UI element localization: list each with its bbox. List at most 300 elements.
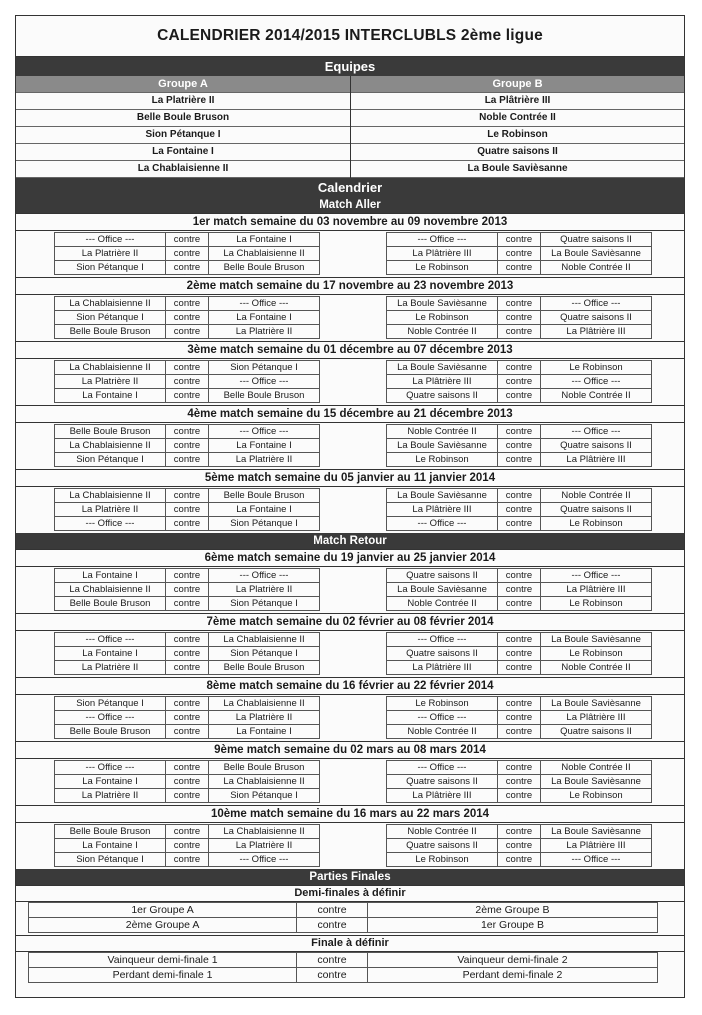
- contre-label: contre: [498, 633, 541, 647]
- contre-label: contre: [166, 261, 209, 275]
- matches-groupe-a: [54, 360, 320, 403]
- contre-label: contre: [166, 517, 209, 531]
- home-team: Noble Contrée II: [387, 325, 498, 339]
- contre-label: contre: [166, 425, 209, 439]
- contre-label: contre: [297, 903, 368, 918]
- contre-label: contre: [498, 361, 541, 375]
- round-block: [16, 805, 684, 869]
- matches-groupe-b: [386, 232, 652, 275]
- match-row: [387, 375, 652, 389]
- match-row: [55, 569, 320, 583]
- round-title: 9ème match semaine du 02 mars au 08 mars 2014: [16, 741, 684, 759]
- contre-label: contre: [166, 361, 209, 375]
- matches-groupe-b: [386, 424, 652, 467]
- match-row: [387, 569, 652, 583]
- contre-label: contre: [166, 825, 209, 839]
- contre-label: contre: [498, 661, 541, 675]
- contre-label: contre: [498, 569, 541, 583]
- match-row: [55, 839, 320, 853]
- match-row: [55, 489, 320, 503]
- round-block: [16, 613, 684, 677]
- home-team: Belle Boule Bruson: [55, 597, 166, 611]
- contre-label: contre: [297, 968, 368, 983]
- matches-groupe-a: [54, 824, 320, 867]
- away-team: Noble Contrée II: [541, 489, 652, 503]
- contre-label: contre: [498, 825, 541, 839]
- away-team: La Platrière II: [209, 839, 320, 853]
- contre-label: contre: [498, 503, 541, 517]
- team-cell: La Fontaine I: [16, 144, 350, 161]
- home-team: Belle Boule Bruson: [55, 325, 166, 339]
- home-team: Sion Pétanque I: [55, 853, 166, 867]
- home-team: --- Office ---: [387, 633, 498, 647]
- home-team: Belle Boule Bruson: [55, 725, 166, 739]
- contre-label: contre: [166, 247, 209, 261]
- round-title: 2ème match semaine du 17 novembre au 23 novembre 2013: [16, 277, 684, 295]
- home-team: La Fontaine I: [55, 839, 166, 853]
- contre-label: contre: [498, 311, 541, 325]
- contre-label: contre: [498, 583, 541, 597]
- away-team: La Plâtrière III: [541, 453, 652, 467]
- away-team: --- Office ---: [541, 425, 652, 439]
- contre-label: contre: [297, 953, 368, 968]
- round-block: [16, 405, 684, 469]
- contre-label: contre: [498, 789, 541, 803]
- match-row: [55, 583, 320, 597]
- final-side-b: Vainqueur demi-finale 2: [367, 953, 657, 968]
- contre-label: contre: [498, 375, 541, 389]
- match-row: [387, 761, 652, 775]
- team-cell: La Boule Savièsanne: [351, 161, 684, 178]
- home-team: Noble Contrée II: [387, 725, 498, 739]
- final-side-a: 2ème Groupe A: [29, 918, 297, 933]
- contre-label: contre: [498, 439, 541, 453]
- round-body: [16, 231, 684, 277]
- matches-groupe-b: [386, 696, 652, 739]
- match-row: [55, 389, 320, 403]
- contre-label: contre: [166, 583, 209, 597]
- final-side-b: Perdant demi-finale 2: [367, 968, 657, 983]
- final-row: [29, 968, 658, 983]
- contre-label: contre: [498, 233, 541, 247]
- round-title: 4ème match semaine du 15 décembre au 21 décembre 2013: [16, 405, 684, 423]
- home-team: Noble Contrée II: [387, 425, 498, 439]
- away-team: La Boule Savièsanne: [541, 825, 652, 839]
- match-row: [387, 311, 652, 325]
- contre-label: contre: [498, 853, 541, 867]
- home-team: La Chablaisienne II: [55, 439, 166, 453]
- contre-label: contre: [166, 375, 209, 389]
- match-row: [387, 711, 652, 725]
- away-team: --- Office ---: [541, 569, 652, 583]
- team-cell: La Plâtrière III: [351, 93, 684, 110]
- home-team: La Platrière II: [55, 503, 166, 517]
- contre-label: contre: [498, 775, 541, 789]
- contre-label: contre: [498, 489, 541, 503]
- match-row: [55, 439, 320, 453]
- contre-label: contre: [166, 503, 209, 517]
- home-team: --- Office ---: [55, 517, 166, 531]
- home-team: La Plâtrière III: [387, 503, 498, 517]
- round-title: 7ème match semaine du 02 février au 08 février 2014: [16, 613, 684, 631]
- home-team: La Platrière II: [55, 789, 166, 803]
- contre-label: contre: [498, 517, 541, 531]
- contre-label: contre: [166, 647, 209, 661]
- away-team: La Platrière II: [209, 711, 320, 725]
- round-title: 6ème match semaine du 19 janvier au 25 janvier 2014: [16, 549, 684, 567]
- match-row: [387, 583, 652, 597]
- match-row: [55, 453, 320, 467]
- matches-groupe-b: [386, 824, 652, 867]
- home-team: --- Office ---: [55, 633, 166, 647]
- home-team: --- Office ---: [55, 233, 166, 247]
- contre-label: contre: [498, 261, 541, 275]
- away-team: La Chablaisienne II: [209, 825, 320, 839]
- round-body: [16, 359, 684, 405]
- match-row: [387, 439, 652, 453]
- matches-groupe-a: [54, 232, 320, 275]
- away-team: Le Robinson: [541, 517, 652, 531]
- away-team: La Chablaisienne II: [209, 247, 320, 261]
- home-team: Le Robinson: [387, 261, 498, 275]
- match-row: [387, 261, 652, 275]
- match-row: [387, 325, 652, 339]
- contre-label: contre: [166, 853, 209, 867]
- matches-groupe-b: [386, 488, 652, 531]
- away-team: --- Office ---: [209, 375, 320, 389]
- contre-label: contre: [498, 297, 541, 311]
- contre-label: contre: [498, 247, 541, 261]
- round-block: [16, 277, 684, 341]
- match-row: [387, 825, 652, 839]
- home-team: Quatre saisons II: [387, 647, 498, 661]
- match-row: [55, 725, 320, 739]
- page-title: CALENDRIER 2014/2015 INTERCLUBLS 2ème ligue: [16, 16, 684, 57]
- away-team: La Fontaine I: [209, 311, 320, 325]
- away-team: --- Office ---: [541, 375, 652, 389]
- away-team: La Fontaine I: [209, 233, 320, 247]
- match-row: [387, 839, 652, 853]
- home-team: La Boule Savièsanne: [387, 361, 498, 375]
- final-side-b: 2ème Groupe B: [367, 903, 657, 918]
- contre-label: contre: [498, 697, 541, 711]
- final-row: [29, 918, 658, 933]
- match-row: [55, 633, 320, 647]
- match-row: [55, 853, 320, 867]
- match-row: [55, 697, 320, 711]
- away-team: Sion Pétanque I: [209, 361, 320, 375]
- contre-label: contre: [498, 839, 541, 853]
- home-team: La Boule Savièsanne: [387, 439, 498, 453]
- away-team: Sion Pétanque I: [209, 517, 320, 531]
- away-team: Quatre saisons II: [541, 725, 652, 739]
- away-team: La Platrière II: [209, 583, 320, 597]
- away-team: La Fontaine I: [209, 725, 320, 739]
- match-row: [387, 661, 652, 675]
- away-team: --- Office ---: [209, 569, 320, 583]
- away-team: La Plâtrière III: [541, 583, 652, 597]
- matches-groupe-b: [386, 296, 652, 339]
- match-row: [55, 661, 320, 675]
- contre-label: contre: [166, 775, 209, 789]
- matches-groupe-a: [54, 760, 320, 803]
- match-row: [387, 853, 652, 867]
- home-team: --- Office ---: [387, 517, 498, 531]
- matches-groupe-b: [386, 632, 652, 675]
- match-row: [387, 725, 652, 739]
- away-team: La Fontaine I: [209, 439, 320, 453]
- match-row: [387, 517, 652, 531]
- away-team: La Chablaisienne II: [209, 697, 320, 711]
- match-row: [387, 361, 652, 375]
- match-row: [55, 775, 320, 789]
- contre-label: contre: [166, 233, 209, 247]
- match-row: [55, 761, 320, 775]
- away-team: Noble Contrée II: [541, 261, 652, 275]
- away-team: Belle Boule Bruson: [209, 661, 320, 675]
- away-team: La Platrière II: [209, 453, 320, 467]
- calendar-sheet: [15, 15, 685, 998]
- match-row: [55, 517, 320, 531]
- match-row: [55, 789, 320, 803]
- away-team: La Chablaisienne II: [209, 633, 320, 647]
- round-body: [16, 759, 684, 805]
- matches-groupe-a: [54, 696, 320, 739]
- match-row: [387, 503, 652, 517]
- contre-label: contre: [166, 761, 209, 775]
- contre-label: contre: [166, 297, 209, 311]
- home-team: La Plâtrière III: [387, 375, 498, 389]
- contre-label: contre: [166, 489, 209, 503]
- final-side-a: 1er Groupe A: [29, 903, 297, 918]
- match-row: [387, 789, 652, 803]
- match-aller-heading: Match Aller: [16, 197, 684, 213]
- team-cell: Quatre saisons II: [351, 144, 684, 161]
- contre-label: contre: [166, 311, 209, 325]
- match-row: [387, 247, 652, 261]
- final-row: [29, 953, 658, 968]
- match-row: [387, 389, 652, 403]
- contre-label: contre: [498, 647, 541, 661]
- away-team: La Boule Savièsanne: [541, 697, 652, 711]
- matches-groupe-b: [386, 360, 652, 403]
- home-team: Quatre saisons II: [387, 569, 498, 583]
- groupe-b-column: [350, 76, 684, 178]
- contre-label: contre: [498, 597, 541, 611]
- away-team: Quatre saisons II: [541, 311, 652, 325]
- match-row: [55, 233, 320, 247]
- contre-label: contre: [166, 789, 209, 803]
- home-team: La Plâtrière III: [387, 661, 498, 675]
- away-team: Le Robinson: [541, 789, 652, 803]
- away-team: Noble Contrée II: [541, 389, 652, 403]
- round-title: 1er match semaine du 03 novembre au 09 novembre 2013: [16, 213, 684, 231]
- home-team: La Fontaine I: [55, 647, 166, 661]
- match-row: [55, 247, 320, 261]
- round-body: [16, 631, 684, 677]
- match-row: [387, 489, 652, 503]
- away-team: La Chablaisienne II: [209, 775, 320, 789]
- contre-label: contre: [498, 725, 541, 739]
- away-team: Belle Boule Bruson: [209, 761, 320, 775]
- contre-label: contre: [498, 425, 541, 439]
- home-team: --- Office ---: [387, 233, 498, 247]
- equipes-heading: Equipes: [16, 57, 684, 76]
- home-team: La Boule Savièsanne: [387, 583, 498, 597]
- away-team: La Boule Savièsanne: [541, 633, 652, 647]
- match-row: [55, 711, 320, 725]
- home-team: La Chablaisienne II: [55, 583, 166, 597]
- round-block: [16, 741, 684, 805]
- home-team: Belle Boule Bruson: [55, 425, 166, 439]
- contre-label: contre: [498, 711, 541, 725]
- home-team: La Chablaisienne II: [55, 489, 166, 503]
- home-team: Quatre saisons II: [387, 775, 498, 789]
- contre-label: contre: [166, 725, 209, 739]
- round-title: 8ème match semaine du 16 février au 22 février 2014: [16, 677, 684, 695]
- final-row: [29, 903, 658, 918]
- round-body: [16, 295, 684, 341]
- home-team: Noble Contrée II: [387, 597, 498, 611]
- contre-label: contre: [166, 453, 209, 467]
- home-team: La Chablaisienne II: [55, 361, 166, 375]
- away-team: Sion Pétanque I: [209, 789, 320, 803]
- away-team: --- Office ---: [209, 425, 320, 439]
- contre-label: contre: [498, 389, 541, 403]
- away-team: Quatre saisons II: [541, 503, 652, 517]
- round-block: [16, 549, 684, 613]
- matches-groupe-a: [54, 296, 320, 339]
- round-body: [16, 695, 684, 741]
- team-cell: La Chablaisienne II: [16, 161, 350, 178]
- away-team: Quatre saisons II: [541, 439, 652, 453]
- home-team: La Boule Savièsanne: [387, 489, 498, 503]
- home-team: Sion Pétanque I: [55, 453, 166, 467]
- team-cell: Le Robinson: [351, 127, 684, 144]
- matches-groupe-a: [54, 568, 320, 611]
- matches-groupe-a: [54, 632, 320, 675]
- away-team: Noble Contrée II: [541, 661, 652, 675]
- away-team: La Boule Savièsanne: [541, 247, 652, 261]
- matches-groupe-b: [386, 760, 652, 803]
- away-team: --- Office ---: [209, 297, 320, 311]
- groupe-a-header: Groupe A: [16, 76, 350, 93]
- home-team: Quatre saisons II: [387, 389, 498, 403]
- round-body: [16, 567, 684, 613]
- contre-label: contre: [166, 839, 209, 853]
- home-team: Sion Pétanque I: [55, 311, 166, 325]
- away-team: --- Office ---: [209, 853, 320, 867]
- home-team: Le Robinson: [387, 311, 498, 325]
- home-team: Le Robinson: [387, 453, 498, 467]
- match-row: [387, 697, 652, 711]
- team-cell: Noble Contrée II: [351, 110, 684, 127]
- away-team: Belle Boule Bruson: [209, 389, 320, 403]
- round-block: [16, 341, 684, 405]
- team-cell: La Platrière II: [16, 93, 350, 110]
- home-team: La Fontaine I: [55, 775, 166, 789]
- demi-finales-title: Demi-finales à définir: [16, 885, 684, 902]
- home-team: Noble Contrée II: [387, 825, 498, 839]
- home-team: La Fontaine I: [55, 569, 166, 583]
- match-row: [387, 633, 652, 647]
- match-row: [55, 503, 320, 517]
- away-team: Le Robinson: [541, 647, 652, 661]
- home-team: La Plâtrière III: [387, 247, 498, 261]
- home-team: Quatre saisons II: [387, 839, 498, 853]
- home-team: La Fontaine I: [55, 389, 166, 403]
- contre-label: contre: [166, 569, 209, 583]
- contre-label: contre: [166, 325, 209, 339]
- away-team: Le Robinson: [541, 597, 652, 611]
- home-team: La Platrière II: [55, 375, 166, 389]
- contre-label: contre: [166, 633, 209, 647]
- contre-label: contre: [297, 918, 368, 933]
- match-row: [387, 233, 652, 247]
- home-team: Le Robinson: [387, 697, 498, 711]
- home-team: Le Robinson: [387, 853, 498, 867]
- match-row: [387, 775, 652, 789]
- final-side-a: Vainqueur demi-finale 1: [29, 953, 297, 968]
- match-row: [387, 597, 652, 611]
- groupe-a-column: [16, 76, 350, 178]
- away-team: La Plâtrière III: [541, 839, 652, 853]
- home-team: --- Office ---: [387, 761, 498, 775]
- contre-label: contre: [166, 597, 209, 611]
- round-block: [16, 677, 684, 741]
- away-team: --- Office ---: [541, 853, 652, 867]
- demi-finales-table: [28, 902, 658, 933]
- round-block: [16, 469, 684, 533]
- home-team: La Chablaisienne II: [55, 297, 166, 311]
- away-team: Sion Pétanque I: [209, 597, 320, 611]
- groups-table: [16, 76, 684, 178]
- home-team: Sion Pétanque I: [55, 697, 166, 711]
- matches-groupe-b: [386, 568, 652, 611]
- match-row: [55, 261, 320, 275]
- contre-label: contre: [166, 711, 209, 725]
- match-row: [387, 425, 652, 439]
- away-team: La Plâtrière III: [541, 325, 652, 339]
- home-team: La Platrière II: [55, 661, 166, 675]
- match-row: [387, 453, 652, 467]
- match-row: [55, 361, 320, 375]
- match-row: [55, 425, 320, 439]
- contre-label: contre: [498, 453, 541, 467]
- round-block: [16, 213, 684, 277]
- away-team: Belle Boule Bruson: [209, 261, 320, 275]
- away-team: Sion Pétanque I: [209, 647, 320, 661]
- contre-label: contre: [166, 697, 209, 711]
- finale-table: [28, 952, 658, 983]
- away-team: Belle Boule Bruson: [209, 489, 320, 503]
- calendrier-heading: Calendrier: [16, 178, 684, 197]
- matches-groupe-a: [54, 424, 320, 467]
- contre-label: contre: [166, 439, 209, 453]
- match-row: [55, 375, 320, 389]
- round-title: 10ème match semaine du 16 mars au 22 mars 2014: [16, 805, 684, 823]
- final-side-a: Perdant demi-finale 1: [29, 968, 297, 983]
- parties-finales-heading: Parties Finales: [16, 869, 684, 885]
- away-team: La Boule Savièsanne: [541, 775, 652, 789]
- final-side-b: 1er Groupe B: [367, 918, 657, 933]
- match-row: [55, 311, 320, 325]
- away-team: Quatre saisons II: [541, 233, 652, 247]
- team-cell: Sion Pétanque I: [16, 127, 350, 144]
- home-team: --- Office ---: [55, 711, 166, 725]
- contre-label: contre: [166, 389, 209, 403]
- match-row: [55, 297, 320, 311]
